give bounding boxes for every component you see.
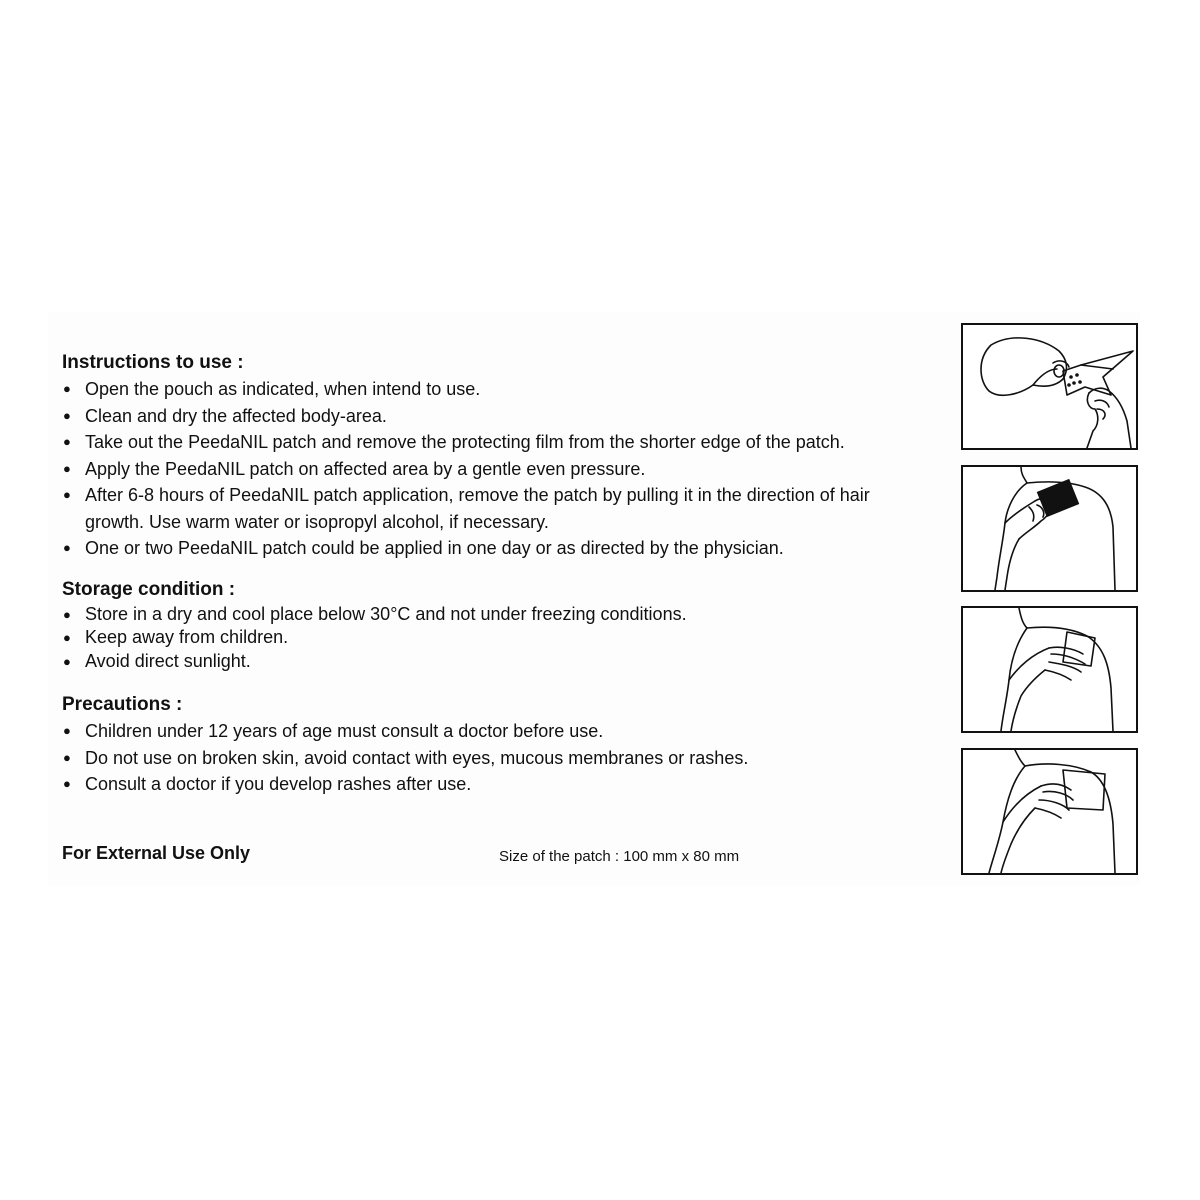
list-item: ● After 6-8 hours of PeedaNIL patch application, remove the patch by pulling it in the direction of hair growth. Use warm water or isopropyl alcohol, if necessary. <box>62 482 895 535</box>
bullet-icon: ● <box>63 381 71 396</box>
list-item: ● One or two PeedaNIL patch could be applied in one day or as directed by the physician. <box>62 535 912 562</box>
bullet-icon: ● <box>63 434 71 449</box>
bullet-icon: ● <box>63 540 71 555</box>
bullet-icon: ● <box>63 630 71 645</box>
apply-patch-drawing <box>963 467 1136 590</box>
bullet-icon: ● <box>63 723 71 738</box>
list-item: ● Store in a dry and cool place below 30°C and not under freezing conditions. <box>62 603 912 627</box>
storage-list <box>62 603 912 674</box>
instructions-title: Instructions to use : <box>62 352 244 373</box>
storage-title: Storage condition : <box>62 578 236 600</box>
press-patch-drawing <box>963 608 1136 731</box>
list-item: ● Keep away from children. <box>62 626 912 650</box>
open-pouch-icon <box>961 323 1138 450</box>
list-item: ● Apply the PeedaNIL patch on affected area by a gentle even pressure. <box>62 456 912 483</box>
list-item: ● Clean and dry the affected body-area. <box>62 403 912 430</box>
list-item: ● Children under 12 years of age must consult a doctor before use. <box>62 718 912 745</box>
list-item: ● Open the pouch as indicated, when intend to use. <box>62 376 912 403</box>
list-item: ● Do not use on broken skin, avoid contact with eyes, mucous membranes or rashes. <box>62 745 912 772</box>
bullet-icon: ● <box>63 749 71 765</box>
open-pouch-drawing <box>963 325 1136 448</box>
list-item: ● Take out the PeedaNIL patch and remove the protecting film from the shorter edge of the patch. <box>62 429 912 456</box>
precautions-title: Precautions : <box>62 694 183 715</box>
precautions-list <box>62 718 912 798</box>
remove-patch-drawing <box>963 750 1136 873</box>
list-item: ● Consult a doctor if you develop rashes after use. <box>62 771 912 798</box>
bullet-icon: ● <box>63 653 71 669</box>
instructions-list <box>62 376 912 562</box>
press-patch-icon <box>961 606 1138 733</box>
instructions-text-column <box>62 350 912 798</box>
patch-size-note: Size of the patch : 100 mm x 80 mm <box>499 848 740 865</box>
external-use-label: For External Use Only <box>62 843 251 863</box>
bullet-icon: ● <box>63 407 71 423</box>
bullet-icon: ● <box>63 460 71 476</box>
bullet-icon: ● <box>63 487 71 502</box>
bullet-icon: ● <box>63 606 71 622</box>
list-item: ● Avoid direct sunlight. <box>62 650 912 674</box>
remove-patch-icon <box>961 748 1138 875</box>
apply-patch-shoulder-icon <box>961 465 1138 592</box>
footer-row <box>62 843 772 871</box>
bullet-icon: ● <box>63 776 71 791</box>
